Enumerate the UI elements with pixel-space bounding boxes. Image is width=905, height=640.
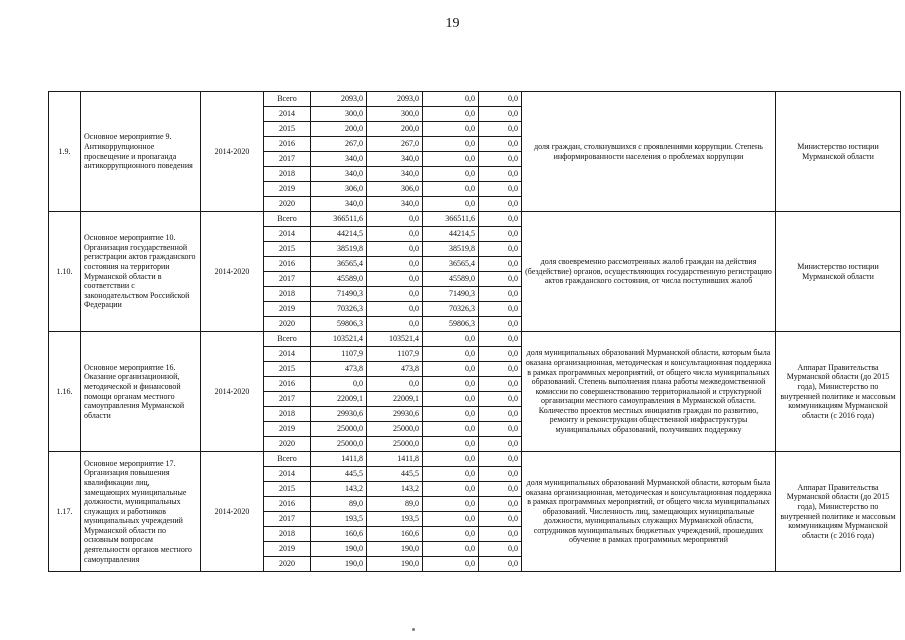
funding-cell-3: 0,0 <box>479 212 522 227</box>
total-cell: 0,0 <box>311 377 367 392</box>
indicator-text: доля граждан, столкнувшихся с проявлениями коррупции. Степень информированности населения о проблемах коррупции <box>522 92 776 212</box>
funding-cell-3: 0,0 <box>479 422 522 437</box>
funding-cell-2: 0,0 <box>423 152 479 167</box>
activity-number: 1.9. <box>49 92 81 212</box>
activity-period: 2014-2020 <box>201 92 264 212</box>
funding-cell-1: 193,5 <box>367 512 423 527</box>
total-cell: 45589,0 <box>311 272 367 287</box>
funding-cell-1: 143,2 <box>367 482 423 497</box>
funding-cell-1: 0,0 <box>367 257 423 272</box>
funding-cell-3: 0,0 <box>479 107 522 122</box>
year-cell: 2015 <box>264 362 311 377</box>
total-cell: 70326,3 <box>311 302 367 317</box>
total-cell: 190,0 <box>311 557 367 572</box>
funding-cell-3: 0,0 <box>479 542 522 557</box>
funding-cell-2: 0,0 <box>423 557 479 572</box>
indicator-text: доля своевременно рассмотренных жалоб граждан на действия (бездействие) органов, осуществляющих государственную регистрацию актов гражданского состояния, от числа поступивших жалоб <box>522 212 776 332</box>
table-row <box>49 92 901 107</box>
funding-cell-3: 0,0 <box>479 152 522 167</box>
funding-cell-3: 0,0 <box>479 362 522 377</box>
total-cell: 366511,6 <box>311 212 367 227</box>
total-cell: 89,0 <box>311 497 367 512</box>
executor-text: Министерство юстиции Мурманской области <box>776 212 901 332</box>
funding-cell-3: 0,0 <box>479 197 522 212</box>
table-row <box>49 332 901 347</box>
funding-cell-3: 0,0 <box>479 257 522 272</box>
funding-cell-3: 0,0 <box>479 527 522 542</box>
year-cell: 2015 <box>264 242 311 257</box>
total-cell: 200,0 <box>311 122 367 137</box>
funding-cell-1: 1107,9 <box>367 347 423 362</box>
activity-name: Основное мероприятие 9. Антикоррупционное просвещение и пропаганда антикоррупционного поведения <box>81 92 201 212</box>
funding-cell-2: 0,0 <box>423 182 479 197</box>
total-cell: 44214,5 <box>311 227 367 242</box>
year-cell: 2016 <box>264 257 311 272</box>
year-cell: 2020 <box>264 437 311 452</box>
year-cell: 2016 <box>264 377 311 392</box>
indicator-text: доля муниципальных образований Мурманской области, которым была оказана организационная, методическая и консультационная поддержка в рамках программных мероприятий, от общего числа муниципальных образований. Степень выполнения плана работы межведомственной комиссии по совершенствованию территориальной и структурной организации местного самоуправления в Мурманской области. Количество проектов местных инициатив граждан по развитию, ремонту и реконструкции общественной инфраструктуры муниципальных образований, получивших поддержку <box>522 332 776 452</box>
year-cell: 2018 <box>264 407 311 422</box>
year-cell: 2017 <box>264 392 311 407</box>
funding-cell-2: 0,0 <box>423 392 479 407</box>
total-cell: 59806,3 <box>311 317 367 332</box>
funding-cell-1: 0,0 <box>367 242 423 257</box>
funding-cell-1: 190,0 <box>367 542 423 557</box>
funding-cell-2: 0,0 <box>423 497 479 512</box>
funding-cell-3: 0,0 <box>479 437 522 452</box>
total-cell: 340,0 <box>311 167 367 182</box>
activity-name: Основное мероприятие 17. Организация повышения квалификации лиц, замещающих муниципальные должности, муниципальных служащих и работников муниципальных учреждений Мурманской области по основным вопросам деятельности органов местного самоуправления <box>81 452 201 572</box>
funding-cell-2: 0,0 <box>423 527 479 542</box>
funding-cell-2: 0,0 <box>423 167 479 182</box>
funding-cell-1: 473,8 <box>367 362 423 377</box>
funding-cell-2: 0,0 <box>423 137 479 152</box>
funding-cell-3: 0,0 <box>479 122 522 137</box>
funding-cell-2: 0,0 <box>423 197 479 212</box>
funding-cell-3: 0,0 <box>479 137 522 152</box>
table-row <box>49 452 901 467</box>
table-row <box>49 212 901 227</box>
funding-cell-3: 0,0 <box>479 407 522 422</box>
funding-cell-3: 0,0 <box>479 497 522 512</box>
funding-cell-3: 0,0 <box>479 242 522 257</box>
funding-cell-1: 0,0 <box>367 272 423 287</box>
total-cell: 267,0 <box>311 137 367 152</box>
total-cell: 1411,8 <box>311 452 367 467</box>
total-cell: 1107,9 <box>311 347 367 362</box>
activity-name: Основное мероприятие 16. Оказание организационной, методической и финансовой помощи органам местного самоуправления Мурманской области <box>81 332 201 452</box>
total-cell: 25000,0 <box>311 437 367 452</box>
funding-cell-1: 1411,8 <box>367 452 423 467</box>
indicator-text: доля муниципальных образований Мурманской области, которым была оказана организационная, методическая и консультационная поддержка в рамках программных мероприятий, от общего числа муниципальных образований. Численность лиц, замещающих муниципальные должности, муниципальных служащих Мурманской области, сотрудников муниципальных бюджетных учреждений, прошедших обучение в рамках программных мероприятий <box>522 452 776 572</box>
total-cell: 71490,3 <box>311 287 367 302</box>
funding-cell-2: 0,0 <box>423 467 479 482</box>
funding-cell-2: 0,0 <box>423 512 479 527</box>
funding-cell-1: 306,0 <box>367 182 423 197</box>
funding-cell-1: 200,0 <box>367 122 423 137</box>
funding-cell-2: 0,0 <box>423 452 479 467</box>
year-cell: 2018 <box>264 167 311 182</box>
activity-period: 2014-2020 <box>201 452 264 572</box>
year-cell: 2017 <box>264 272 311 287</box>
funding-cell-1: 190,0 <box>367 557 423 572</box>
year-cell: 2018 <box>264 287 311 302</box>
total-cell: 38519,8 <box>311 242 367 257</box>
funding-cell-3: 0,0 <box>479 227 522 242</box>
total-cell: 445,5 <box>311 467 367 482</box>
year-cell: 2014 <box>264 107 311 122</box>
funding-cell-3: 0,0 <box>479 92 522 107</box>
funding-cell-2: 0,0 <box>423 377 479 392</box>
funding-cell-3: 0,0 <box>479 317 522 332</box>
funding-cell-1: 0,0 <box>367 377 423 392</box>
total-cell: 300,0 <box>311 107 367 122</box>
total-cell: 340,0 <box>311 152 367 167</box>
activity-number: 1.17. <box>49 452 81 572</box>
funding-cell-2: 59806,3 <box>423 317 479 332</box>
funding-cell-2: 44214,5 <box>423 227 479 242</box>
funding-cell-2: 36565,4 <box>423 257 479 272</box>
funding-cell-2: 0,0 <box>423 122 479 137</box>
total-cell: 340,0 <box>311 197 367 212</box>
year-cell: 2014 <box>264 467 311 482</box>
year-cell: 2020 <box>264 317 311 332</box>
funding-cell-1: 160,6 <box>367 527 423 542</box>
funding-cell-2: 0,0 <box>423 362 479 377</box>
activity-period: 2014-2020 <box>201 212 264 332</box>
total-cell: 306,0 <box>311 182 367 197</box>
executor-text: Аппарат Правительства Мурманской области (до 2015 года), Министерство по внутренней политике и массовым коммуникациям Мурманской области (с 2016 года) <box>776 452 901 572</box>
activity-period: 2014-2020 <box>201 332 264 452</box>
funding-cell-2: 71490,3 <box>423 287 479 302</box>
funding-cell-1: 22009,1 <box>367 392 423 407</box>
funding-cell-2: 0,0 <box>423 482 479 497</box>
year-cell: 2019 <box>264 422 311 437</box>
activity-number: 1.16. <box>49 332 81 452</box>
executor-text: Аппарат Правительства Мурманской области (до 2015 года), Министерство по внутренней политике и массовым коммуникациям Мурманской области (с 2016 года) <box>776 332 901 452</box>
funding-cell-2: 70326,3 <box>423 302 479 317</box>
funding-cell-1: 25000,0 <box>367 422 423 437</box>
funding-cell-3: 0,0 <box>479 332 522 347</box>
funding-cell-3: 0,0 <box>479 182 522 197</box>
total-cell: 103521,4 <box>311 332 367 347</box>
funding-cell-2: 0,0 <box>423 422 479 437</box>
funding-cell-3: 0,0 <box>479 512 522 527</box>
funding-cell-1: 0,0 <box>367 227 423 242</box>
scan-speck <box>412 628 415 631</box>
funding-cell-2: 0,0 <box>423 332 479 347</box>
activity-number: 1.10. <box>49 212 81 332</box>
year-cell: 2019 <box>264 542 311 557</box>
funding-cell-1: 25000,0 <box>367 437 423 452</box>
year-cell: Всего <box>264 212 311 227</box>
funding-cell-3: 0,0 <box>479 272 522 287</box>
executor-text: Министерство юстиции Мурманской области <box>776 92 901 212</box>
total-cell: 2093,0 <box>311 92 367 107</box>
year-cell: 2014 <box>264 347 311 362</box>
total-cell: 143,2 <box>311 482 367 497</box>
funding-cell-2: 0,0 <box>423 347 479 362</box>
funding-cell-1: 2093,0 <box>367 92 423 107</box>
funding-cell-1: 0,0 <box>367 317 423 332</box>
total-cell: 160,6 <box>311 527 367 542</box>
year-cell: 2019 <box>264 302 311 317</box>
funding-cell-2: 0,0 <box>423 437 479 452</box>
funding-cell-2: 45589,0 <box>423 272 479 287</box>
total-cell: 22009,1 <box>311 392 367 407</box>
page-number: 19 <box>445 16 460 31</box>
funding-cell-1: 340,0 <box>367 167 423 182</box>
funding-cell-3: 0,0 <box>479 302 522 317</box>
funding-cell-1: 0,0 <box>367 212 423 227</box>
year-cell: Всего <box>264 92 311 107</box>
year-cell: Всего <box>264 332 311 347</box>
funding-cell-1: 0,0 <box>367 287 423 302</box>
funding-cell-1: 103521,4 <box>367 332 423 347</box>
funding-cell-3: 0,0 <box>479 167 522 182</box>
funding-cell-3: 0,0 <box>479 377 522 392</box>
funding-cell-1: 0,0 <box>367 302 423 317</box>
funding-cell-1: 445,5 <box>367 467 423 482</box>
funding-cell-3: 0,0 <box>479 392 522 407</box>
funding-cell-1: 340,0 <box>367 197 423 212</box>
year-cell: 2019 <box>264 182 311 197</box>
total-cell: 190,0 <box>311 542 367 557</box>
funding-cell-2: 0,0 <box>423 407 479 422</box>
activity-name: Основное мероприятие 10. Организация государственной регистрации актов гражданского состояния на территории Мурманской области в соответствии с законодательством Российской Федерации <box>81 212 201 332</box>
year-cell: 2016 <box>264 497 311 512</box>
funding-cell-3: 0,0 <box>479 467 522 482</box>
total-cell: 193,5 <box>311 512 367 527</box>
total-cell: 36565,4 <box>311 257 367 272</box>
program-activities-table <box>48 91 901 572</box>
year-cell: 2020 <box>264 197 311 212</box>
funding-cell-3: 0,0 <box>479 557 522 572</box>
total-cell: 473,8 <box>311 362 367 377</box>
funding-cell-2: 38519,8 <box>423 242 479 257</box>
funding-cell-3: 0,0 <box>479 287 522 302</box>
funding-cell-3: 0,0 <box>479 482 522 497</box>
funding-cell-2: 0,0 <box>423 542 479 557</box>
year-cell: 2015 <box>264 122 311 137</box>
year-cell: Всего <box>264 452 311 467</box>
total-cell: 29930,6 <box>311 407 367 422</box>
year-cell: 2016 <box>264 137 311 152</box>
funding-cell-2: 366511,6 <box>423 212 479 227</box>
funding-cell-2: 0,0 <box>423 92 479 107</box>
funding-cell-1: 89,0 <box>367 497 423 512</box>
total-cell: 25000,0 <box>311 422 367 437</box>
funding-cell-1: 300,0 <box>367 107 423 122</box>
year-cell: 2020 <box>264 557 311 572</box>
year-cell: 2018 <box>264 527 311 542</box>
funding-cell-2: 0,0 <box>423 107 479 122</box>
table-body <box>49 92 901 572</box>
funding-cell-3: 0,0 <box>479 347 522 362</box>
funding-cell-1: 29930,6 <box>367 407 423 422</box>
funding-cell-1: 340,0 <box>367 152 423 167</box>
year-cell: 2017 <box>264 152 311 167</box>
year-cell: 2015 <box>264 482 311 497</box>
year-cell: 2017 <box>264 512 311 527</box>
funding-cell-1: 267,0 <box>367 137 423 152</box>
year-cell: 2014 <box>264 227 311 242</box>
funding-cell-3: 0,0 <box>479 452 522 467</box>
